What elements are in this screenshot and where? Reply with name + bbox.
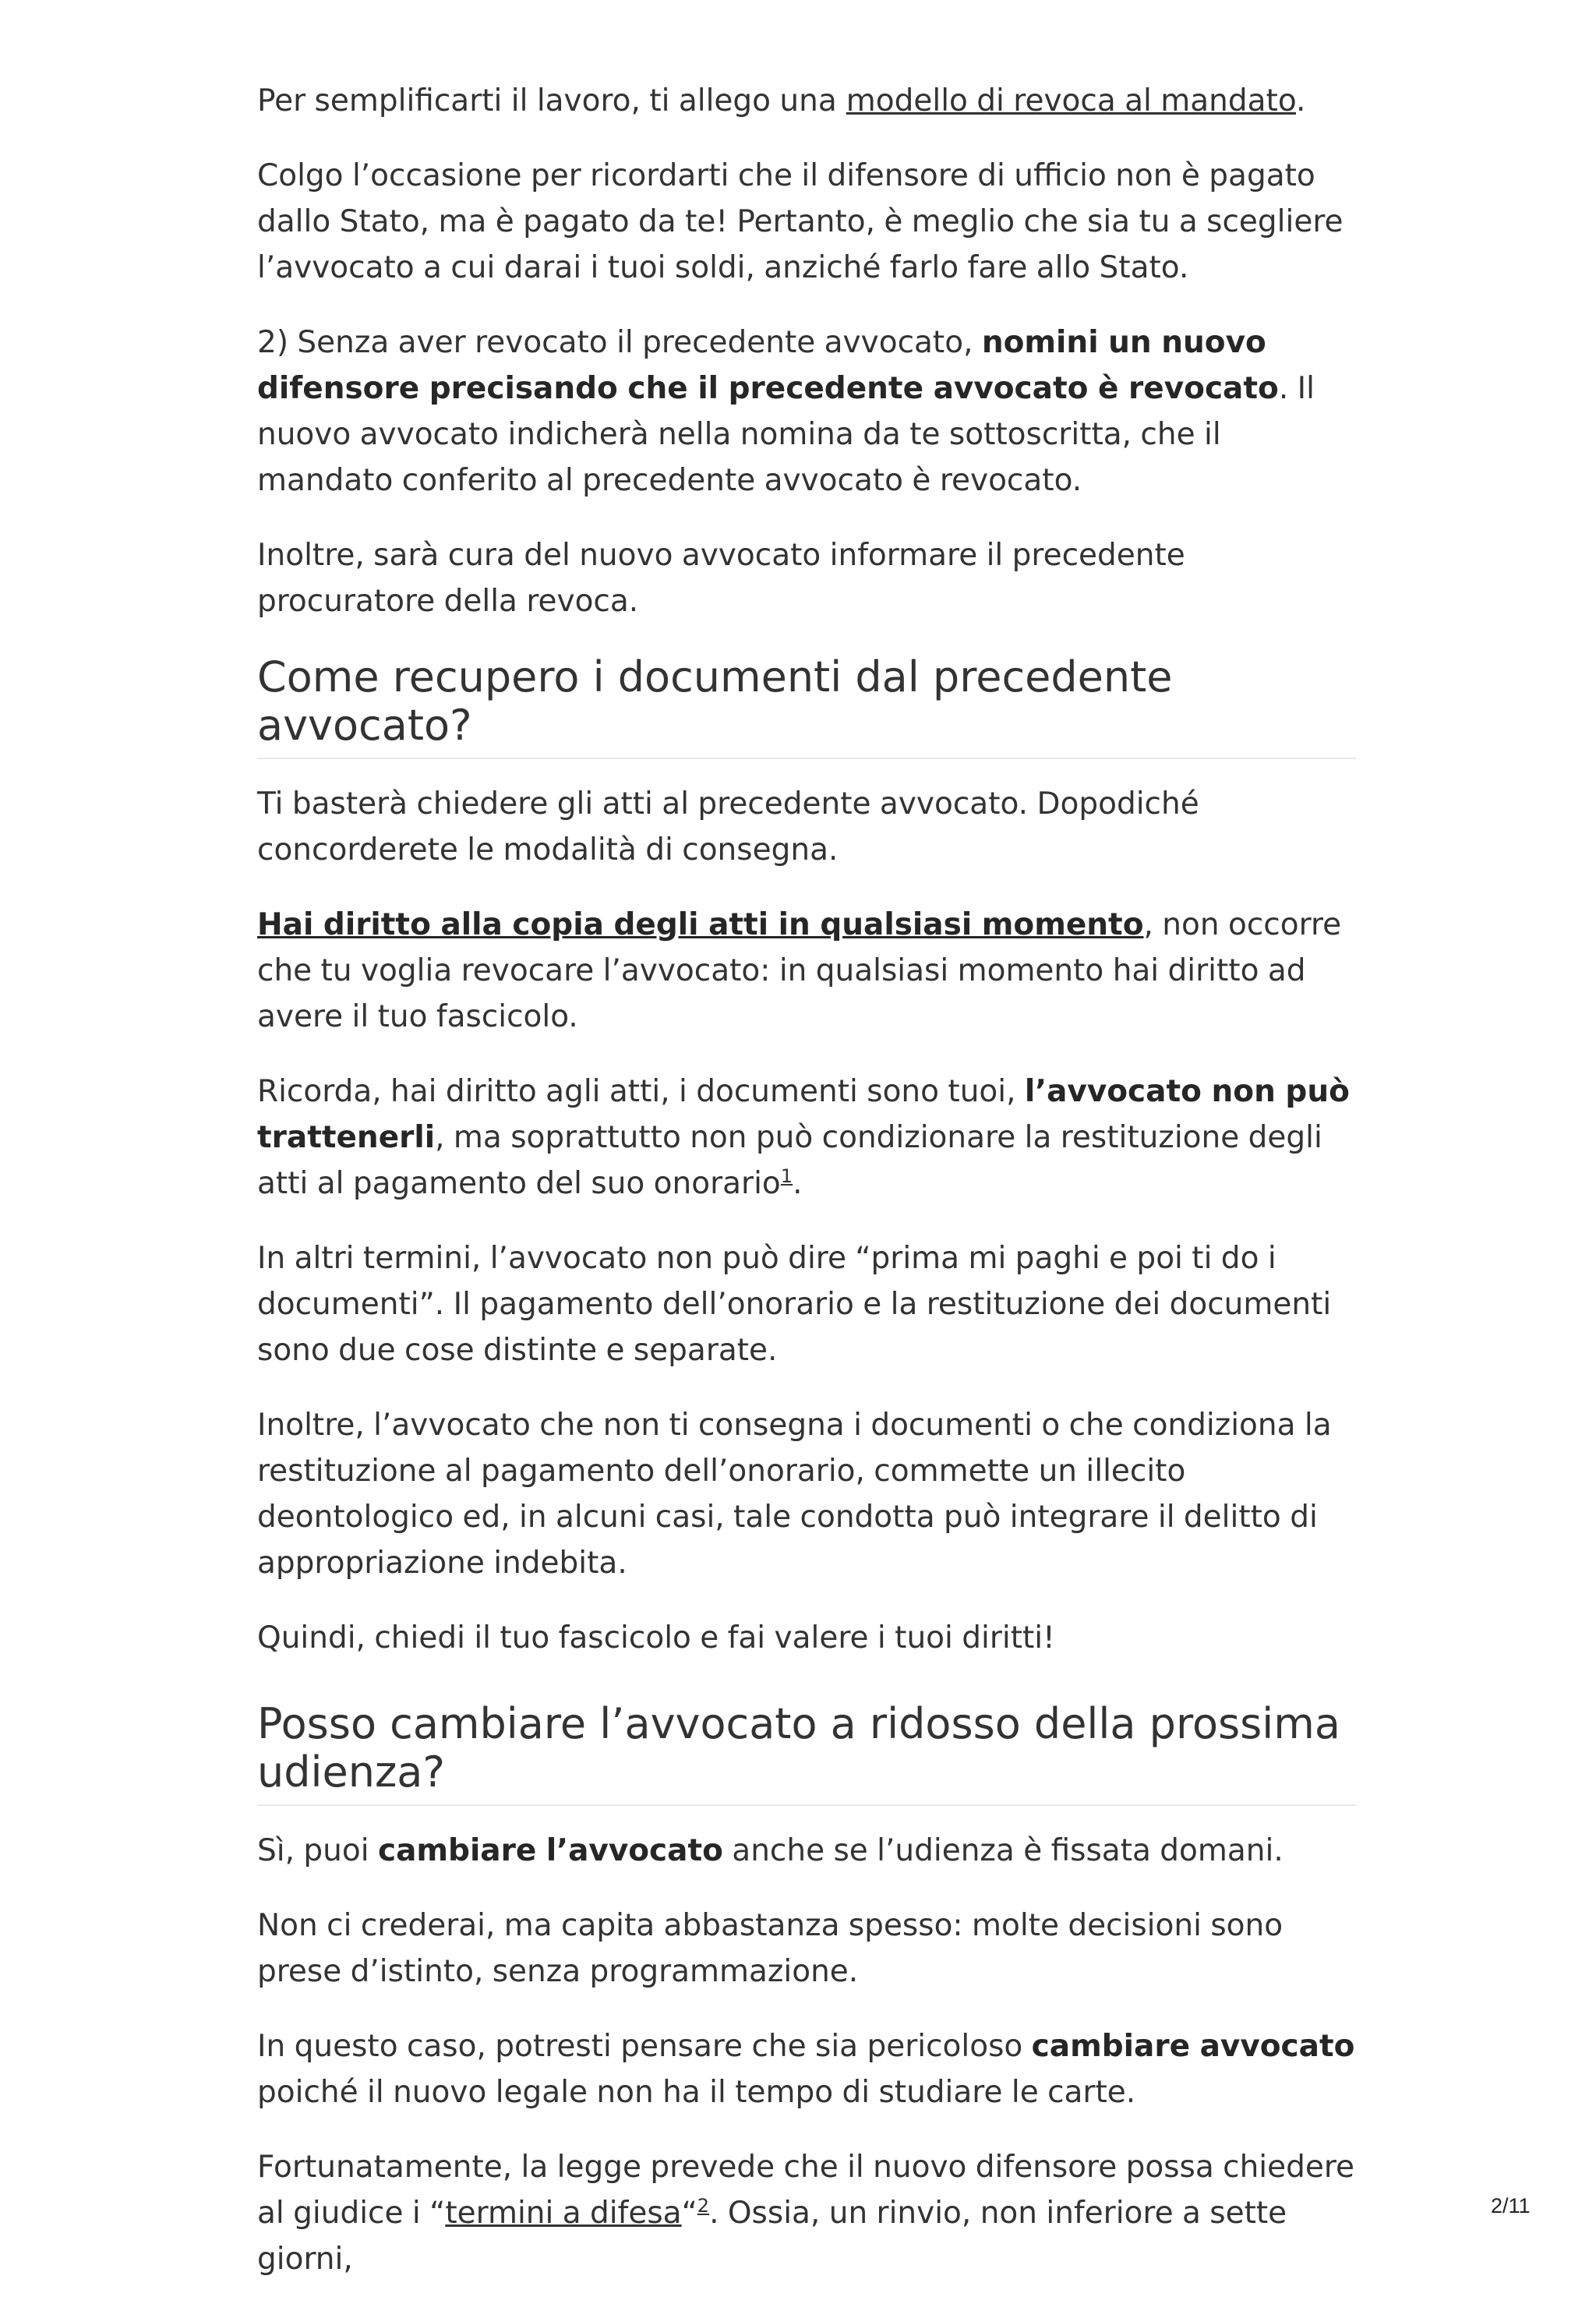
paragraph: Fortunatamente, la legge prevede che il nuovo difensore possa chiedere al giudice i “termini a difesa“$^2$. Ossia, un rinvio, non inferiore a sette giorni,: [257, 2150, 1355, 2277]
bold-text: l’avvocato non può trattenerli: [257, 1074, 1350, 1155]
footnote-link-1[interactable]: 1: [780, 1165, 793, 1187]
page-number: 2/11: [1491, 2194, 1531, 2217]
paragraph: Non ci crederai, ma capita abbastanza spesso: molte decisioni sono prese d’istinto, senza programmazione.: [257, 1908, 1284, 1989]
paragraph: Sì, puoi cambiare l’avvocato anche se l’udienza è fissata domani.: [257, 1833, 1284, 1868]
bold-text: cambiare avvocato: [1031, 2029, 1355, 2064]
paragraph: In questo caso, potresti pensare che sia pericoloso cambiare avvocato poiché il nuovo legale non ha il tempo di studiare le carte.: [257, 2029, 1355, 2110]
paragraph: Inoltre, sarà cura del nuovo avvocato informare il precedente procuratore della revoca.: [257, 538, 1185, 619]
revocation-template-link[interactable]: modello di revoca al mandato: [846, 83, 1296, 118]
section-heading: Come recupero i documenti dal precedente avvocato?: [257, 653, 1356, 759]
article-body: [257, 78, 1356, 2311]
paragraph: Ti basterà chiedere gli atti al precedente avvocato. Dopodiché concorderete le modalità di consegna.: [257, 786, 1199, 868]
paragraph: Colgo l’occasione per ricordarti che il difensore di ufficio non è pagato dallo Stato, ma è pagato da te! Pertanto, è meglio che sia tu a scegliere l’avvocato a cui darai i tuoi soldi, anziché farlo fare allo Stato.: [257, 158, 1344, 285]
footnote-link-2[interactable]: 2: [697, 2195, 710, 2217]
paragraph: In altri termini, l’avvocato non può dire “prima mi paghi e poi ti do i documenti”. Il pagamento dell’onorario e la restituzione dei documenti sono due cose distinte e separate.: [257, 1241, 1332, 1368]
bold-text: cambiare l’avvocato: [377, 1833, 723, 1868]
paragraph: 2) Senza aver revocato il precedente avvocato, nomini un nuovo difensore precisando che il precedente avvocato è revocato. Il nuovo avvocato indicherà nella nomina da te sottoscritta, che il mandato conferito al precedente avvocato è revocato.: [257, 325, 1315, 498]
paragraph: Inoltre, l’avvocato che non ti consegna i documenti o che condiziona la restituzione al pagamento dell’onorario, commette un illecito deontologico ed, in alcuni casi, tale condotta può integrare il delitto di appropriazione indebita.: [257, 1408, 1332, 1581]
paragraph: Per semplificarti il lavoro, ti allego una modello di revoca al mandato.: [257, 83, 1306, 118]
paragraph: Hai diritto alla copia degli atti in qualsiasi momento, non occorre che tu voglia revocare l’avvocato: in qualsiasi momento hai diritto ad avere il tuo fascicolo.: [257, 907, 1342, 1034]
section-heading: Posso cambiare l’avvocato a ridosso della prossima udienza?: [257, 1700, 1356, 1806]
defense-terms-link[interactable]: termini a difesa: [445, 2196, 682, 2231]
paragraph: Quindi, chiedi il tuo fascicolo e fai valere i tuoi diritti!: [257, 1620, 1055, 1656]
bold-text: nomini un nuovo difensore precisando che il precedente avvocato è revocato: [257, 325, 1279, 406]
paragraph: Ricorda, hai diritto agli atti, i documenti sono tuoi, l’avvocato non può trattenerli, ma soprattutto non può condizionare la restituzione degli atti al pagamento del suo onorario$^1$.: [257, 1074, 1350, 1201]
copy-rights-link[interactable]: Hai diritto alla copia degli atti in qualsiasi momento: [257, 907, 1144, 942]
